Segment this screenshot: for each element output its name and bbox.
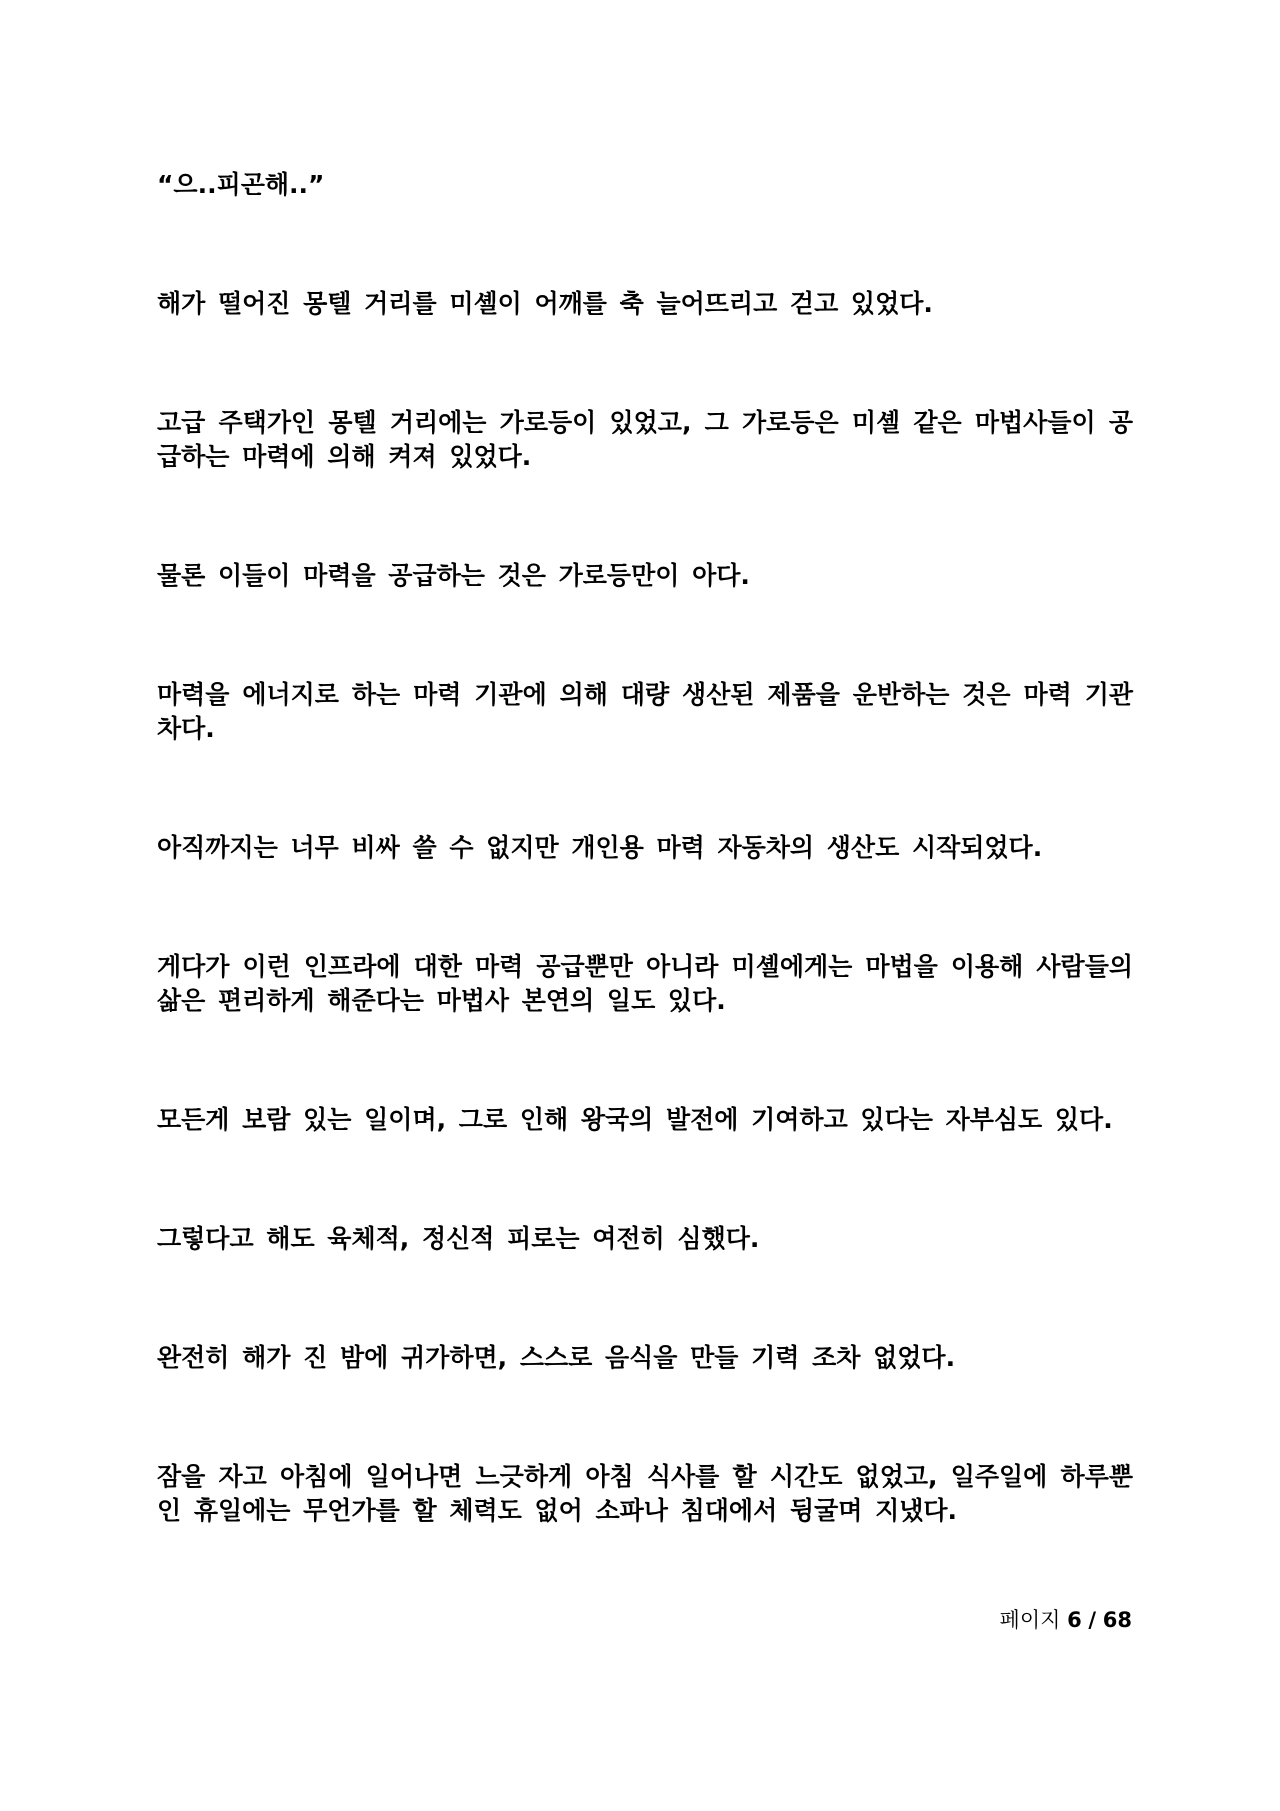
page-separator: /	[1088, 1608, 1097, 1632]
paragraph-3: 고급 주택가인 몽텔 거리에는 가로등이 있었고, 그 가로등은 미셸 같은 마법사들이 공급하는 마력에 의해 켜져 있었다.	[157, 408, 1133, 471]
paragraph-5: 마력을 에너지로 하는 마력 기관에 의해 대량 생산된 제품을 운반하는 것은 마력 기관차다.	[157, 680, 1133, 743]
paragraph-11: 잠을 자고 아침에 일어나면 느긋하게 아침 식사를 할 시간도 없었고, 일주일에 하루뿐인 휴일에는 무언가를 할 체력도 없어 소파나 침대에서 뒹굴며 지냈다.	[157, 1462, 1133, 1525]
paragraph-4: 물론 이들이 마력을 공급하는 것은 가로등만이 아다.	[157, 561, 750, 590]
page-label: 페이지	[999, 1608, 1061, 1632]
paragraph-2: 해가 떨어진 몽텔 거리를 미셸이 어깨를 축 늘어뜨리고 걷고 있었다.	[157, 289, 933, 318]
paragraph-1: “으..피곤해..”	[157, 170, 325, 199]
current-page-number: 6	[1067, 1608, 1082, 1632]
page-number-footer	[1000, 1606, 1132, 1634]
paragraph-9: 그렇다고 해도 육체적, 정신적 피로는 여전히 심했다.	[157, 1224, 760, 1253]
paragraph-8: 모든게 보람 있는 일이며, 그로 인해 왕국의 발전에 기여하고 있다는 자부심도 있다.	[157, 1105, 1113, 1134]
paragraph-10: 완전히 해가 진 밤에 귀가하면, 스스로 음식을 만들 기력 조차 없었다.	[157, 1343, 956, 1372]
total-page-count: 68	[1102, 1608, 1132, 1632]
document-body	[157, 168, 1133, 1528]
paragraph-7: 게다가 이런 인프라에 대한 마력 공급뿐만 아니라 미셸에게는 마법을 이용해 사람들의 삶은 편리하게 해준다는 마법사 본연의 일도 있다.	[157, 952, 1133, 1015]
paragraph-6: 아직까지는 너무 비싸 쓸 수 없지만 개인용 마력 자동차의 생산도 시작되었다.	[157, 833, 1043, 862]
